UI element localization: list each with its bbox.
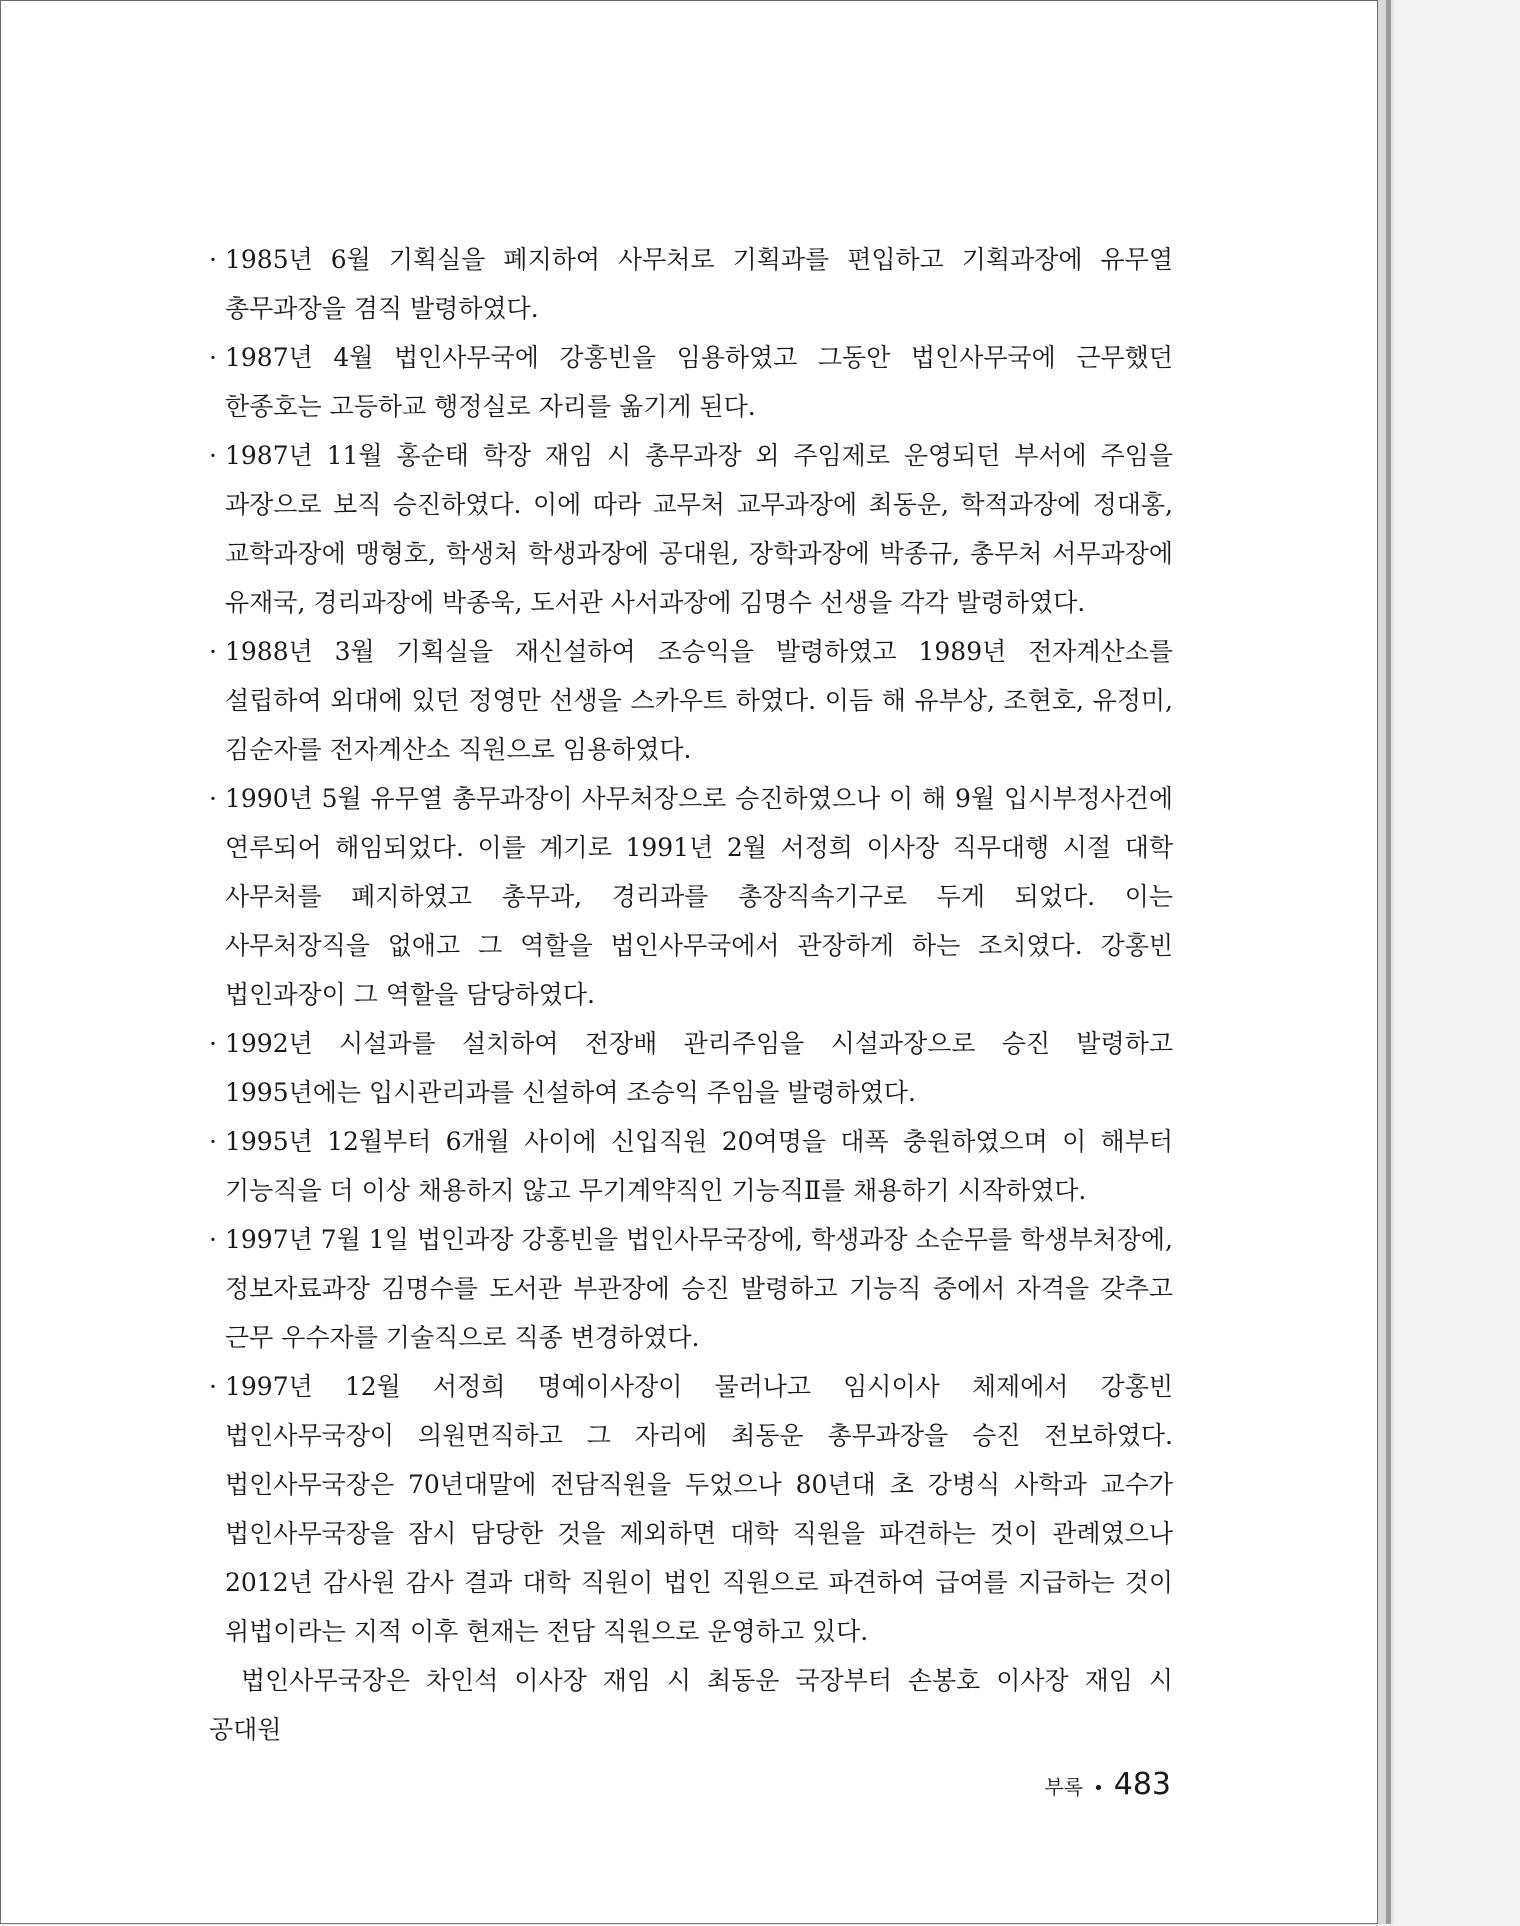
list-item-text: 1997년 12월 서정희 명예이사장이 물러나고 임시이사 체제에서 강홍빈 법인사무국장이 의원면직하고 그 자리에 최동운 총무과장을 승진 전보하였다. 법인사무국장은 70년대말에 전담직원을 두었으나 80년대 초 강병식 사학과 교수가 법인사무국장을 잠시 담당한 것을 제외하면 대학 직원을 파견하는 것이 관례였으나 2012년 감사원 감사 결과 대학 직원이 법인 직원으로 파견하여 급여를 지급하는 것이 위법이라는 지적 이후 현재는 전담 직원으로 운영하고 있다.	[225, 1372, 1173, 1646]
list-item	[209, 1019, 1173, 1117]
list-item	[209, 235, 1173, 333]
list-item-text: 1985년 6월 기획실을 폐지하여 사무처로 기획과를 편입하고 기획과장에 유무열 총무과장을 겸직 발령하였다.	[225, 245, 1173, 323]
list-item	[209, 627, 1173, 774]
footer-section-label: 부록	[1044, 1775, 1084, 1799]
list-item-text: 1995년 12월부터 6개월 사이에 신입직원 20여명을 대폭 충원하였으며 이 해부터 기능직을 더 이상 채용하지 않고 무기계약직인 기능직Ⅱ를 채용하기 시작하였다.	[225, 1127, 1173, 1205]
list-item-text: 1992년 시설과를 설치하여 전장배 관리주임을 시설과장으로 승진 발령하고 1995년에는 입시관리과를 신설하여 조승익 주임을 발령하였다.	[225, 1029, 1173, 1107]
footer-separator: •	[1093, 1778, 1104, 1799]
bullet-marker: ·	[209, 637, 217, 666]
list-item	[209, 1117, 1173, 1215]
list-item-text: 1987년 11월 홍순태 학장 재임 시 총무과장 외 주임제로 운영되던 부서에 주임을 과장으로 보직 승진하였다. 이에 따라 교무처 교무과장에 최동운, 학적과장에 정대홍, 교학과장에 맹형호, 학생처 학생과장에 공대원, 장학과장에 박종규, 총무처 서무과장에 유재국, 경리과장에 박종욱, 도서관 사서과장에 김명수 선생을 각각 발령하였다.	[225, 441, 1173, 617]
bullet-marker: ·	[209, 245, 217, 274]
closing-paragraph: 법인사무국장은 차인석 이사장 재임 시 최동운 국장부터 손봉호 이사장 재임 시 공대원	[209, 1666, 1173, 1744]
bullet-marker: ·	[209, 784, 217, 813]
bullet-marker: ·	[209, 1225, 217, 1254]
list-item	[209, 1362, 1173, 1656]
page-footer	[1044, 1767, 1171, 1802]
list-item	[209, 431, 1173, 627]
list-item	[209, 333, 1173, 431]
list-item-text: 1997년 7월 1일 법인과장 강홍빈을 법인사무국장에, 학생과장 소순무를 학생부처장에, 정보자료과장 김명수를 도서관 부관장에 승진 발령하고 기능직 중에서 자격을 갖추고 근무 우수자를 기술직으로 직종 변경하였다.	[225, 1225, 1173, 1352]
list-item-text: 1988년 3월 기획실을 재신설하여 조승익을 발령하였고 1989년 전자계산소를 설립하여 외대에 있던 정영만 선생을 스카우트 하였다. 이듬 해 유부상, 조현호, 유정미, 김순자를 전자계산소 직원으로 임용하였다.	[225, 637, 1173, 764]
list-item	[209, 774, 1173, 1019]
list-item-text: 1987년 4월 법인사무국에 강홍빈을 임용하였고 그동안 법인사무국에 근무했던 한종호는 고등하교 행정실로 자리를 옮기게 된다.	[225, 343, 1173, 421]
bullet-marker: ·	[209, 1372, 217, 1401]
bullet-marker: ·	[209, 343, 217, 372]
page-content	[209, 235, 1173, 1754]
list-item	[209, 1215, 1173, 1362]
bullet-marker: ·	[209, 1029, 217, 1058]
list-item-text: 1990년 5월 유무열 총무과장이 사무처장으로 승진하였으나 이 해 9월 입시부정사건에 연루되어 해임되었다. 이를 계기로 1991년 2월 서정희 이사장 직무대행 시절 대학 사무처를 폐지하였고 총무과, 경리과를 총장직속기구로 두게 되었다. 이는 사무처장직을 없애고 그 역할을 법인사무국에서 관장하게 하는 조치였다. 강홍빈 법인과장이 그 역할을 담당하였다.	[225, 784, 1173, 1009]
page-number: 483	[1113, 1767, 1171, 1802]
bullet-marker: ·	[209, 441, 217, 470]
bullet-marker: ·	[209, 1127, 217, 1156]
